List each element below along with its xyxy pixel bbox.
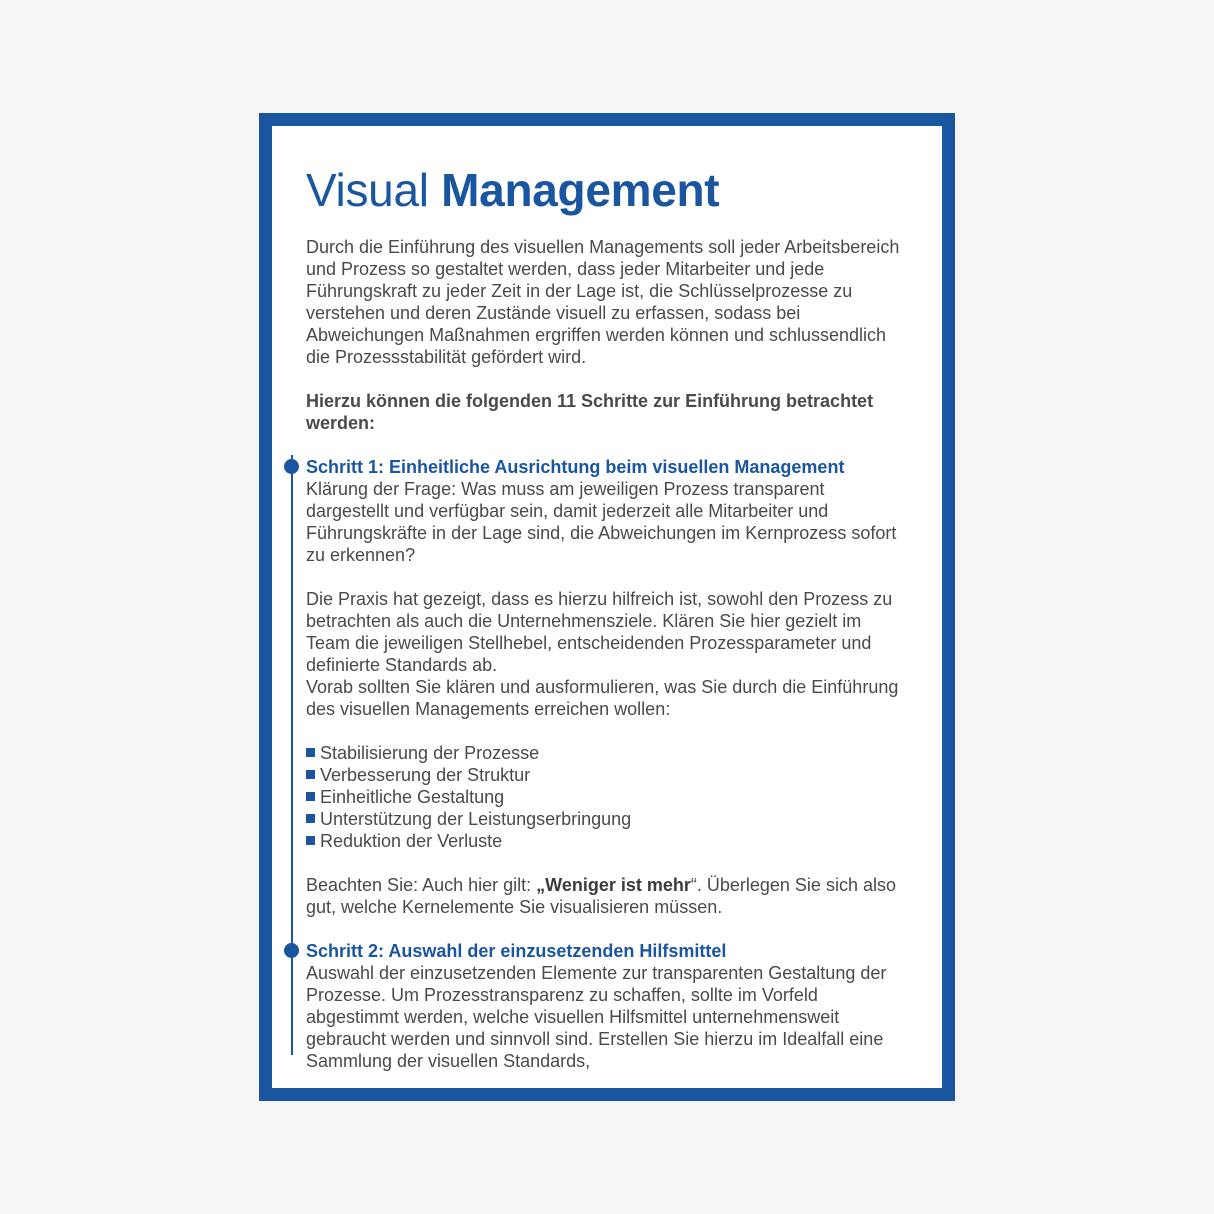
square-bullet-icon xyxy=(306,836,315,845)
square-bullet-icon xyxy=(306,748,315,757)
square-bullet-icon xyxy=(306,792,315,801)
step-1-text: Klärung der Frage: Was muss am jeweiligen Prozess transparent dargestellt und verfügbar sein, damit jederzeit alle Mitarbeiter und Führungskräfte in der Lage sind, die Abweichungen im Kernprozess sofort zu erkennen? xyxy=(306,479,897,565)
square-bullet-icon xyxy=(306,770,315,779)
note-suffix: “. Überlegen Sie sich also gut, welche Kernelemente Sie visualisieren müssen. xyxy=(306,875,896,917)
document-content xyxy=(306,156,906,1072)
note-prefix: Beachten Sie: Auch hier gilt: xyxy=(306,875,537,895)
document-card xyxy=(259,113,955,1101)
timeline-line xyxy=(291,455,293,1055)
page-title xyxy=(306,156,906,224)
list-item xyxy=(306,742,906,764)
timeline-dot-icon xyxy=(284,459,299,474)
lead-paragraph: Hierzu können die folgenden 11 Schritte zur Einführung betrachtet werden: xyxy=(306,391,874,433)
title-bold: Management xyxy=(441,164,720,216)
list-item xyxy=(306,830,906,852)
list-item xyxy=(306,786,906,808)
step-1-practice: Die Praxis hat gezeigt, dass es hierzu hilfreich ist, sowohl den Prozess zu betrachten als auch die Unternehmensziele. Klären Sie hier gezielt im Team die jeweiligen Stellhebel, entscheidenden Prozessparameter und definierte Standards ab. xyxy=(306,589,893,675)
title-light: Visual xyxy=(306,164,429,216)
step-2-title xyxy=(306,940,906,962)
list-item-text: Unterstützung der Leistungserbringung xyxy=(320,809,632,829)
step-1-title xyxy=(306,456,906,478)
timeline-dot-icon xyxy=(284,943,299,958)
square-bullet-icon xyxy=(306,814,315,823)
intro-paragraph: Durch die Einführung des visuellen Managements soll jeder Arbeitsbereich und Prozess so gestaltet werden, dass jeder Mitarbeiter und jede Führungskraft zu jeder Zeit in der Lage ist, die Schlüsselprozesse zu verstehen und deren Zustände visuell zu erfassen, sodass bei Abweichungen Maßnahmen ergriffen werden können und schlussendlich die Prozessstabilität gefördert wird. xyxy=(306,237,900,367)
list-item-text: Verbesserung der Struktur xyxy=(320,765,531,785)
goals-list xyxy=(306,742,906,852)
step-2-text: Auswahl der einzusetzenden Elemente zur transparenten Gestaltung der Prozesse. Um Prozesstransparenz zu schaffen, sollte im Vorfeld abgestimmt werden, welche visuellen Hilfsmittel unternehmensweit gebraucht werden und sinnvoll sind. Erstellen Sie hierzu im Idealfall eine Sammlung der visuellen Standards, xyxy=(306,963,887,1071)
list-item-text: Reduktion der Verluste xyxy=(320,831,503,851)
note-emphasis: „Weniger ist mehr xyxy=(536,875,691,895)
step-1-title-text: Schritt 1: Einheitliche Ausrichtung beim visuellen Management xyxy=(306,457,845,477)
list-item xyxy=(306,808,906,830)
list-item-text: Stabilisierung der Prozesse xyxy=(320,743,540,763)
list-item xyxy=(306,764,906,786)
step-1-advance: Vorab sollten Sie klären und ausformulieren, was Sie durch die Einführung des visuellen Managements erreichen wollen: xyxy=(306,677,899,719)
step-2-title-text: Schritt 2: Auswahl der einzusetzenden Hilfsmittel xyxy=(306,941,727,961)
list-item-text: Einheitliche Gestaltung xyxy=(320,787,505,807)
step-1-note xyxy=(306,874,906,918)
